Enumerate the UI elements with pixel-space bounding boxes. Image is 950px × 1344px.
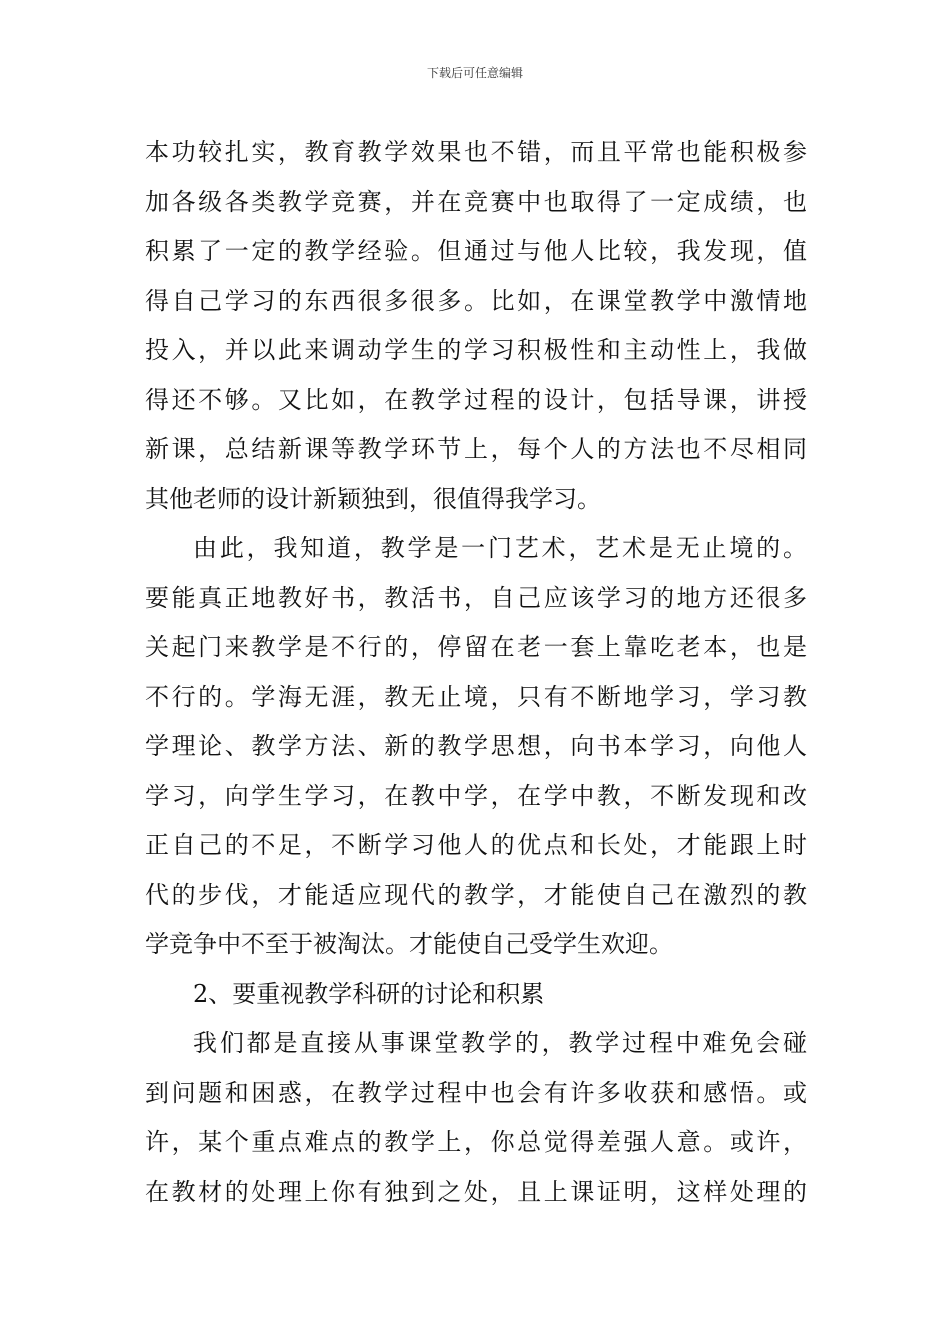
text-line: 加各级各类教学竞赛，并在竞赛中也取得了一定成绩，也 [145,187,807,216]
text-line: 新课，总结新课等教学环节上，每个人的方法也不尽相同 [145,435,807,463]
text-line: 代的步伐，才能适应现代的教学，才能使自己在激烈的教 [145,880,807,909]
text-line: 正自己的不足，不断学习他人的优点和长处，才能跟上时 [145,831,807,859]
text-line: 得还不够。又比如，在教学过程的设计，包括导课，讲授 [145,385,807,414]
text-line: 本功较扎实，教育教学效果也不错，而且平常也能积极参 [145,138,807,166]
text-line: 不行的。学海无涯，教无止境，只有不断地学习，学习教 [145,682,807,711]
text-line: 投入，并以此来调动学生的学习积极性和主动性上，我做 [145,336,807,364]
text-line: 要能真正地教好书，教活书，自己应该学习的地方还很多 [145,583,807,612]
text-line: 由此，我知道，教学是一门艺术，艺术是无止境的。 [193,534,807,562]
document-body [145,128,807,1217]
text-line: 得自己学习的东西很多很多。比如，在课堂教学中激情地 [145,286,807,315]
text-line: 积累了一定的教学经验。但通过与他人比较，我发现，值 [145,237,807,265]
text-line: 2、要重视教学科研的讨论和积累 [193,979,545,1008]
text-line: 学竞争中不至于被淘汰。才能使自己受学生欢迎。 [145,930,673,958]
text-line: 学习，向学生学习，在教中学，在学中教，不断发现和改 [145,781,807,810]
text-line: 许，某个重点难点的教学上，你总觉得差强人意。或许， [145,1128,807,1156]
page-header: 下载后可任意编辑 [426,66,523,80]
text-line: 到问题和困惑，在教学过程中也会有许多收获和感悟。或 [145,1078,807,1107]
text-line: 在教材的处理上你有独到之处，且上课证明，这样处理的 [145,1177,807,1206]
text-line: 关起门来教学是不行的，停留在老一套上靠吃老本，也是 [145,633,807,661]
text-line: 我们都是直接从事课堂教学的，教学过程中难免会碰 [193,1029,807,1057]
text-line: 其他老师的设计新颖独到，很值得我学习。 [145,484,601,513]
text-line: 学理论、教学方法、新的教学思想，向书本学习，向他人 [145,732,807,760]
